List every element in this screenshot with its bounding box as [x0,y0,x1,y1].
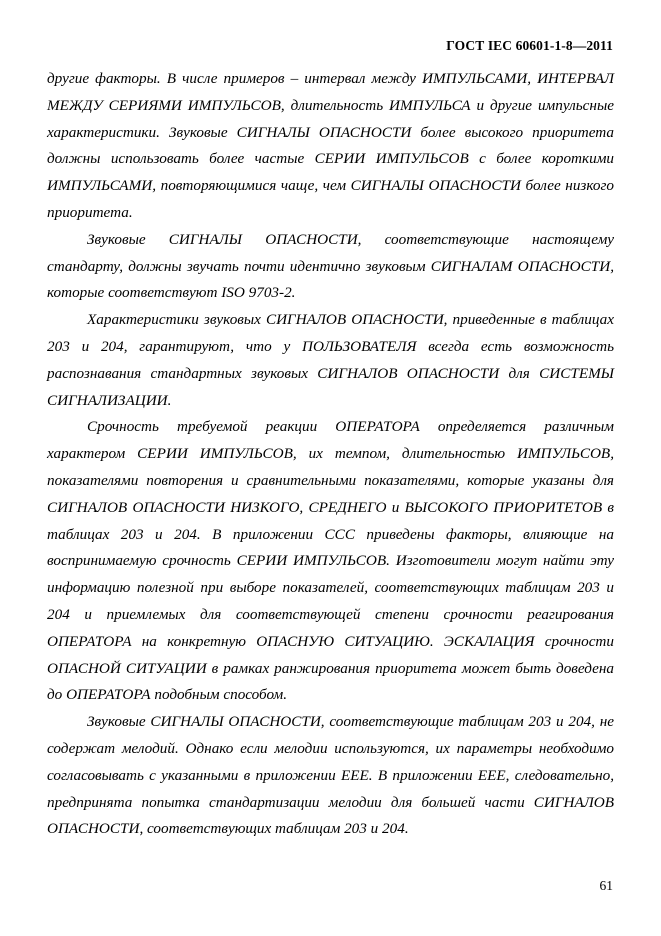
document-code: ГОСТ IEC 60601-1-8—2011 [446,38,613,53]
page-number: 61 [599,878,613,893]
paragraph: Срочность требуемой реакции ОПЕРАТОРА определяется различным характером СЕРИИ ИМПУЛЬСОВ, их темпом, длительностью ИМПУЛЬСОВ, показателями повторения и сравнительными показателями, которые указаны для СИГНАЛОВ ОПАСНОСТИ НИЗКОГО, СРЕДНЕГО и ВЫСОКОГО ПРИОРИТЕТОВ в таблицах 203 и 204. В приложении CCC приведены факторы, влияющие на воспринимаемую срочность СЕРИИ ИМПУЛЬСОВ. Изготовители могут найти эту информацию полезной при выборе показателей, соответствующих таблицам 203 и 204 и приемлемых для соответствующей степени срочности реагирования ОПЕРАТОРА на конкретную ОПАСНУЮ СИТУАЦИЮ. ЭСКАЛАЦИЯ срочности ОПАСНОЙ СИТУАЦИИ в рамках ранжирования приоритета может быть доведена до ОПЕРАТОРА подобным способом. [47,418,614,704]
paragraph: Звуковые СИГНАЛЫ ОПАСНОСТИ, соответствующие настоящему стандарту, должны звучать почти идентично звуковым СИГНАЛАМ ОПАСНОСТИ, которые соответствуют ISO 9703-2. [47,230,614,302]
paragraph-continuation: другие факторы. В числе примеров – интервал между ИМПУЛЬСАМИ, ИНТЕРВАЛ МЕЖДУ СЕРИЯМИ ИМПУЛЬСОВ, длительность ИМПУЛЬСА и другие импульсные характеристики. Звуковые СИГНАЛЫ ОПАСНОСТИ более высокого приоритета должны использовать более частые СЕРИИ ИМПУЛЬСОВ с более короткими ИМПУЛЬСАМИ, повторяющимися чаще, чем СИГНАЛЫ ОПАСНОСТИ более низкого приоритета. [47,70,614,221]
document-body [47,66,614,843]
paragraph: Звуковые СИГНАЛЫ ОПАСНОСТИ, соответствующие таблицам 203 и 204, не содержат мелодий. Однако если мелодии используются, их параметры необходимо согласовывать с указанными в приложении EEE. В приложении EEE, следовательно, предпринята попытка стандартизации мелодии для большей части СИГНАЛОВ ОПАСНОСТИ, соответствующих таблицам 203 и 204. [47,713,614,838]
paragraph: Характеристики звуковых СИГНАЛОВ ОПАСНОСТИ, приведенные в таблицах 203 и 204, гарантируют, что у ПОЛЬЗОВАТЕЛЯ всегда есть возможность распознавания стандартных звуковых СИГНАЛОВ ОПАСНОСТИ для СИСТЕМЫ СИГНАЛИЗАЦИИ. [47,311,614,409]
